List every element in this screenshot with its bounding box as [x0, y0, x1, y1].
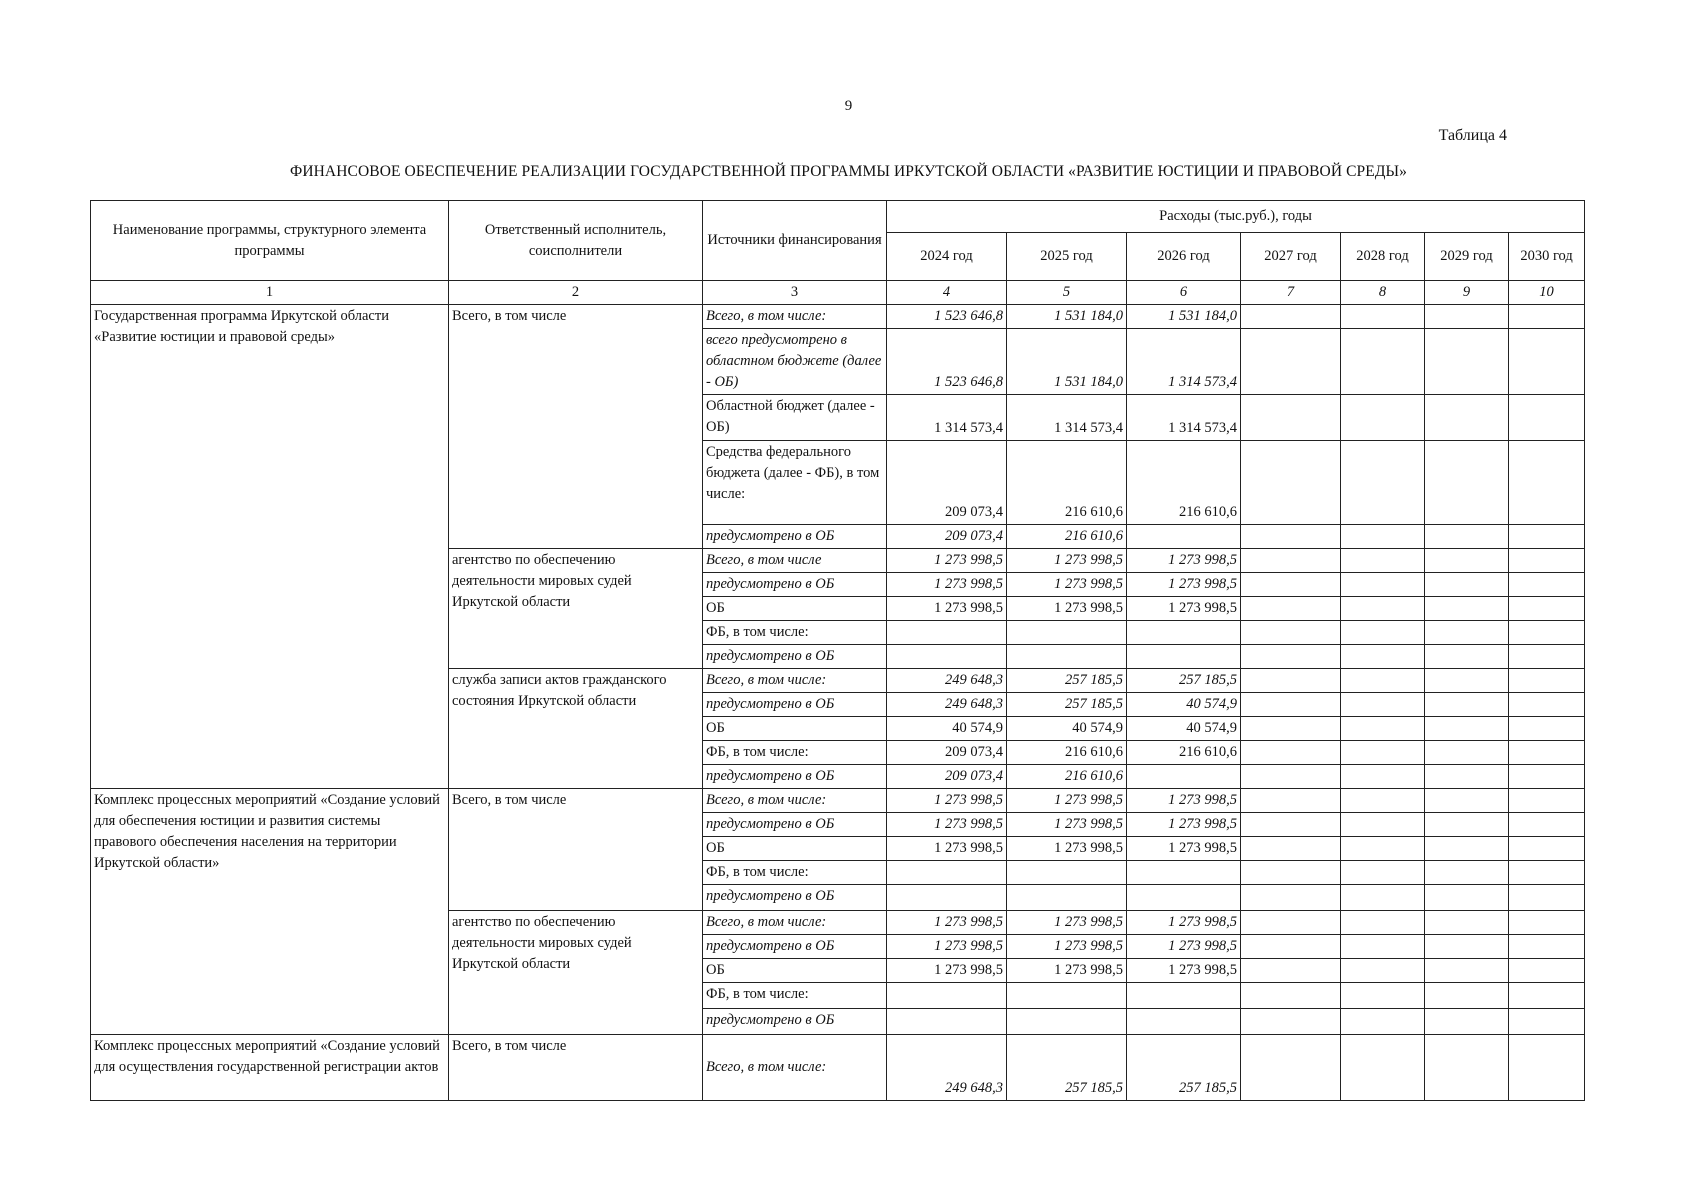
- complex-name: Комплекс процессных мероприятий «Создание условий для осуществления государственной регистрации актов: [91, 1035, 449, 1101]
- value-cell: 209 073,4: [887, 441, 1007, 525]
- value-cell: 1 273 998,5: [1127, 573, 1241, 597]
- value-cell: 216 610,6: [1127, 741, 1241, 765]
- index-cell: 5: [1007, 281, 1127, 305]
- financing-table: [90, 200, 1585, 1101]
- complex-name: Комплекс процессных мероприятий «Создание условий для обеспечения юстиции и развития системы правового обеспечения населения на территории Иркутской области»: [91, 789, 449, 1035]
- source-cell: Всего, в том числе:: [703, 305, 887, 329]
- source-cell: ОБ: [703, 717, 887, 741]
- value-cell: 209 073,4: [887, 765, 1007, 789]
- value-cell: 1 273 998,5: [1007, 789, 1127, 813]
- source-cell: предусмотрено в ОБ: [703, 935, 887, 959]
- value-cell: 1 273 998,5: [1007, 837, 1127, 861]
- index-cell: 8: [1341, 281, 1425, 305]
- value-cell: 1 273 998,5: [1127, 935, 1241, 959]
- header-sources: Источники финансирования: [703, 201, 887, 281]
- source-cell: Всего, в том числе: [703, 549, 887, 573]
- value-cell: 1 523 646,8: [887, 329, 1007, 395]
- value-cell: 40 574,9: [1007, 717, 1127, 741]
- value-cell: 216 610,6: [1127, 441, 1241, 525]
- value-cell: 1 273 998,5: [887, 789, 1007, 813]
- year-header: 2030 год: [1509, 233, 1585, 281]
- value-cell: 1 273 998,5: [887, 837, 1007, 861]
- table-row: [91, 305, 1585, 329]
- source-cell: Областной бюджет (далее - ОБ): [703, 395, 887, 441]
- program-name: Государственная программа Иркутской области «Развитие юстиции и правовой среды»: [91, 305, 449, 789]
- value-cell: 1 273 998,5: [887, 959, 1007, 983]
- value-cell: 257 185,5: [1007, 693, 1127, 717]
- header-expenses: Расходы (тыс.руб.), годы: [887, 201, 1585, 233]
- source-cell: ФБ, в том числе:: [703, 983, 887, 1009]
- index-cell: 4: [887, 281, 1007, 305]
- executor-cell: агентство по обеспечению деятельности мировых судей Иркутской области: [449, 549, 703, 669]
- value-cell: 1 314 573,4: [1007, 395, 1127, 441]
- index-cell: 1: [91, 281, 449, 305]
- value-cell: 249 648,3: [887, 1035, 1007, 1101]
- year-header: 2024 год: [887, 233, 1007, 281]
- year-header: 2026 год: [1127, 233, 1241, 281]
- value-cell: 216 610,6: [1007, 441, 1127, 525]
- value-cell: 1 273 998,5: [1007, 549, 1127, 573]
- index-cell: 3: [703, 281, 887, 305]
- table-label: Таблица 4: [1438, 127, 1507, 144]
- year-header: 2027 год: [1241, 233, 1341, 281]
- value-cell: 1 273 998,5: [1007, 597, 1127, 621]
- value-cell: 257 185,5: [1127, 1035, 1241, 1101]
- value-cell: 1 314 573,4: [887, 395, 1007, 441]
- source-cell: Всего, в том числе:: [703, 1035, 887, 1101]
- value-cell: 1 314 573,4: [1127, 329, 1241, 395]
- year-header: 2029 год: [1425, 233, 1509, 281]
- source-cell: всего предусмотрено в областном бюджете (далее - ОБ): [703, 329, 887, 395]
- value-cell: 1 273 998,5: [1127, 549, 1241, 573]
- executor-cell: агентство по обеспечению деятельности мировых судей Иркутской области: [449, 911, 703, 1035]
- value-cell: 1 273 998,5: [887, 597, 1007, 621]
- value-cell: 1 531 184,0: [1007, 305, 1127, 329]
- source-cell: Средства федерального бюджета (далее - ФБ), в том числе:: [703, 441, 887, 525]
- source-cell: ФБ, в том числе:: [703, 621, 887, 645]
- value-cell: 1 273 998,5: [887, 813, 1007, 837]
- value-cell: 40 574,9: [1127, 717, 1241, 741]
- table-row: [91, 789, 1585, 813]
- table-row: [91, 1035, 1585, 1101]
- index-row: [91, 281, 1585, 305]
- index-cell: 7: [1241, 281, 1341, 305]
- value-cell: 257 185,5: [1007, 1035, 1127, 1101]
- index-cell: 2: [449, 281, 703, 305]
- source-cell: предусмотрено в ОБ: [703, 765, 887, 789]
- index-cell: 10: [1509, 281, 1585, 305]
- value-cell: 1 531 184,0: [1127, 305, 1241, 329]
- index-cell: 6: [1127, 281, 1241, 305]
- document-title: ФИНАНСОВОЕ ОБЕСПЕЧЕНИЕ РЕАЛИЗАЦИИ ГОСУДАРСТВЕННОЙ ПРОГРАММЫ ИРКУТСКОЙ ОБЛАСТИ «РАЗВИТИЕ ЮСТИЦИИ И ПРАВОВОЙ СРЕДЫ»: [290, 163, 1407, 180]
- value-cell: 1 314 573,4: [1127, 395, 1241, 441]
- index-cell: 9: [1425, 281, 1509, 305]
- year-header: 2025 год: [1007, 233, 1127, 281]
- source-cell: предусмотрено в ОБ: [703, 573, 887, 597]
- value-cell: 1 273 998,5: [887, 573, 1007, 597]
- value-cell: 1 273 998,5: [887, 911, 1007, 935]
- value-cell: 1 273 998,5: [1007, 911, 1127, 935]
- source-cell: предусмотрено в ОБ: [703, 1009, 887, 1035]
- value-cell: 40 574,9: [1127, 693, 1241, 717]
- year-header: 2028 год: [1341, 233, 1425, 281]
- source-cell: предусмотрено в ОБ: [703, 813, 887, 837]
- executor-cell: Всего, в том числе: [449, 789, 703, 911]
- source-cell: ФБ, в том числе:: [703, 741, 887, 765]
- value-cell: 257 185,5: [1007, 669, 1127, 693]
- source-cell: ФБ, в том числе:: [703, 861, 887, 885]
- value-cell: 249 648,3: [887, 669, 1007, 693]
- value-cell: 1 273 998,5: [1007, 813, 1127, 837]
- value-cell: 209 073,4: [887, 741, 1007, 765]
- value-cell: 257 185,5: [1127, 669, 1241, 693]
- source-cell: Всего, в том числе:: [703, 789, 887, 813]
- value-cell: 216 610,6: [1007, 765, 1127, 789]
- executor-cell: Всего, в том числе: [449, 305, 703, 549]
- source-cell: предусмотрено в ОБ: [703, 693, 887, 717]
- value-cell: 1 273 998,5: [1127, 789, 1241, 813]
- source-cell: ОБ: [703, 837, 887, 861]
- source-cell: ОБ: [703, 959, 887, 983]
- source-cell: предусмотрено в ОБ: [703, 645, 887, 669]
- header-name: Наименование программы, структурного элемента программы: [91, 201, 449, 281]
- source-cell: предусмотрено в ОБ: [703, 885, 887, 911]
- source-cell: Всего, в том числе:: [703, 911, 887, 935]
- value-cell: 216 610,6: [1007, 741, 1127, 765]
- value-cell: [1127, 525, 1241, 549]
- value-cell: 40 574,9: [887, 717, 1007, 741]
- value-cell: 1 273 998,5: [1127, 911, 1241, 935]
- source-cell: предусмотрено в ОБ: [703, 525, 887, 549]
- value-cell: 209 073,4: [887, 525, 1007, 549]
- value-cell: 1 273 998,5: [887, 935, 1007, 959]
- executor-cell: служба записи актов гражданского состояния Иркутской области: [449, 669, 703, 789]
- value-cell: 1 531 184,0: [1007, 329, 1127, 395]
- executor-cell: Всего, в том числе: [449, 1035, 703, 1101]
- value-cell: 1 273 998,5: [1127, 837, 1241, 861]
- value-cell: 216 610,6: [1007, 525, 1127, 549]
- value-cell: 1 273 998,5: [1007, 935, 1127, 959]
- header-executor: Ответственный исполнитель, соисполнители: [449, 201, 703, 281]
- value-cell: 1 273 998,5: [1127, 597, 1241, 621]
- source-cell: Всего, в том числе:: [703, 669, 887, 693]
- value-cell: 1 523 646,8: [887, 305, 1007, 329]
- value-cell: 1 273 998,5: [1127, 959, 1241, 983]
- value-cell: 1 273 998,5: [1127, 813, 1241, 837]
- value-cell: 249 648,3: [887, 693, 1007, 717]
- value-cell: 1 273 998,5: [1007, 573, 1127, 597]
- value-cell: 1 273 998,5: [887, 549, 1007, 573]
- page-number: 9: [844, 98, 853, 114]
- source-cell: ОБ: [703, 597, 887, 621]
- value-cell: 1 273 998,5: [1007, 959, 1127, 983]
